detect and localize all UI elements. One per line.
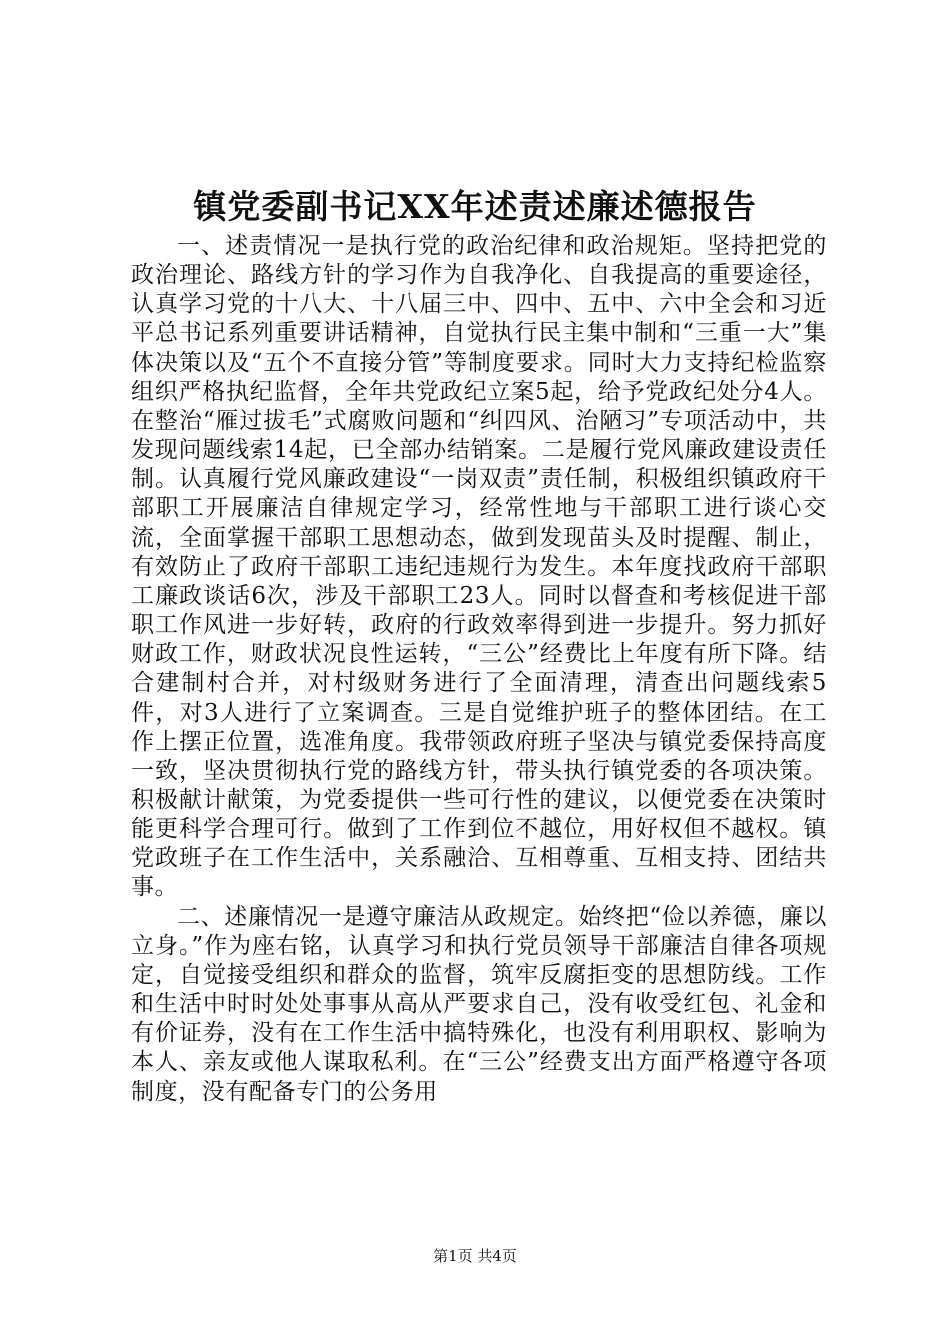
page-footer: 第1页 共4页 bbox=[433, 1247, 517, 1265]
document-body bbox=[131, 232, 827, 1107]
paragraph-accountability: 一、述责情况一是执行党的政治纪律和政治规矩。坚持把党的政治理论、路线方针的学习作为自我净化、自我提高的重要途径，认真学习党的十八大、十八届三中、四中、五中、六中全会和习近平总书记系列重要讲话精神，自觉执行民主集中制和“三重一大”集体决策以及“五个不直接分管”等制度要求。同时大力支持纪检监察组织严格执纪监督，全年共党政纪立案5起，给予党政纪处分4人。在整治“雁过拔毛”式腐败问题和“纠四风、治陋习”专项活动中，共发现问题线索14起，已全部办结销案。二是履行党风廉政建设责任制。认真履行党风廉政建设“一岗双责”责任制，积极组织镇政府干部职工开展廉洁自律规定学习，经常性地与干部职工进行谈心交流，全面掌握干部职工思想动态，做到发现苗头及时提醒、制止，有效防止了政府干部职工违纪违规行为发生。本年度找政府干部职工廉政谈话6次，涉及干部职工23人。同时以督查和考核促进干部职工作风进一步好转，政府的行政效率得到进一步提升。努力抓好财政工作，财政状况良性运转，“三公”经费比上年度有所下降。结合建制村合并，对村级财务进行了全面清理，清查出问题线索5件，对3人进行了立案调查。三是自觉维护班子的整体团结。在工作上摆正位置，选准角度。我带领政府班子坚决与镇党委保持高度一致，坚决贯彻执行党的路线方针，带头执行镇党委的各项决策。积极献计献策，为党委提供一些可行性的建议，以便党委在决策时能更科学合理可行。做到了工作到位不越位，用好权但不越权。镇党政班子在工作生活中，关系融洽、互相尊重、互相支持、团结共事。 bbox=[131, 233, 827, 901]
paragraph-integrity: 二、述廉情况一是遵守廉洁从政规定。始终把“俭以养德，廉以立身。”作为座右铭，认真学习和执行党员领导干部廉洁自律各项规定，自觉接受组织和群众的监督，筑牢反腐拒变的思想防线。工作和生活中时时处处事事从高从严要求自己，没有收受红包、礼金和有价证券，没有在工作生活中搞特殊化，也没有利用职权、影响为本人、亲友或他人谋取私利。在“三公”经费支出方面严格遵守各项制度，没有配备专门的公务用 bbox=[131, 903, 827, 1105]
document-title: 镇党委副书记XX年述责述廉述德报告 bbox=[193, 187, 757, 226]
